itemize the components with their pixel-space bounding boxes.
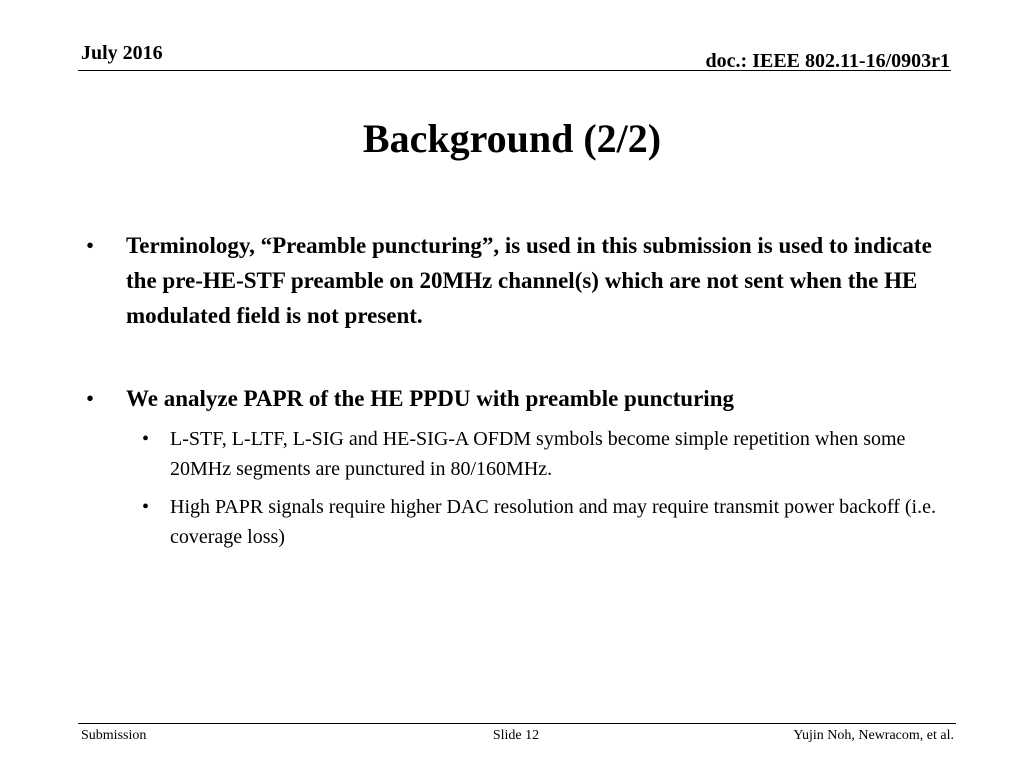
bullet-2-marker: • — [86, 386, 95, 411]
header-date: July 2016 — [81, 42, 163, 64]
sub-bullet-1-text: L-STF, L-LTF, L-SIG and HE-SIG-A OFDM symbols become simple repetition when some 20MHz segments are punctured in 80/160MHz. — [170, 428, 906, 480]
bullet-1 — [86, 228, 946, 333]
slide-title: Background (2/2) — [362, 116, 662, 161]
header-rule — [78, 70, 951, 71]
sub-bullet-1 — [142, 424, 940, 484]
footer-submission: Submission — [81, 728, 147, 743]
footer-slide-number: Slide 12 — [492, 728, 540, 743]
sub-bullet-2-text: High PAPR signals require higher DAC resolution and may require transmit power backoff (i.e. coverage loss) — [170, 496, 936, 548]
footer-authors: Yujin Noh, Newracom, et al. — [793, 728, 954, 743]
sub-bullet-2-marker: • — [142, 496, 150, 518]
sub-bullet-2 — [142, 492, 940, 552]
bullet-2 — [86, 381, 946, 416]
bullet-1-text: Terminology, “Preamble puncturing”, is used in this submission is used to indicate the pre-HE-STF preamble on 20MHz channel(s) which are not sent when the HE modulated field is not present. — [126, 233, 932, 328]
header-doc-id: doc.: IEEE 802.11-16/0903r1 — [705, 50, 950, 72]
bullet-2-text: We analyze PAPR of the HE PPDU with preamble puncturing — [126, 386, 734, 411]
bullet-1-marker: • — [86, 233, 95, 258]
footer-rule — [78, 723, 956, 724]
sub-bullet-1-marker: • — [142, 428, 150, 450]
